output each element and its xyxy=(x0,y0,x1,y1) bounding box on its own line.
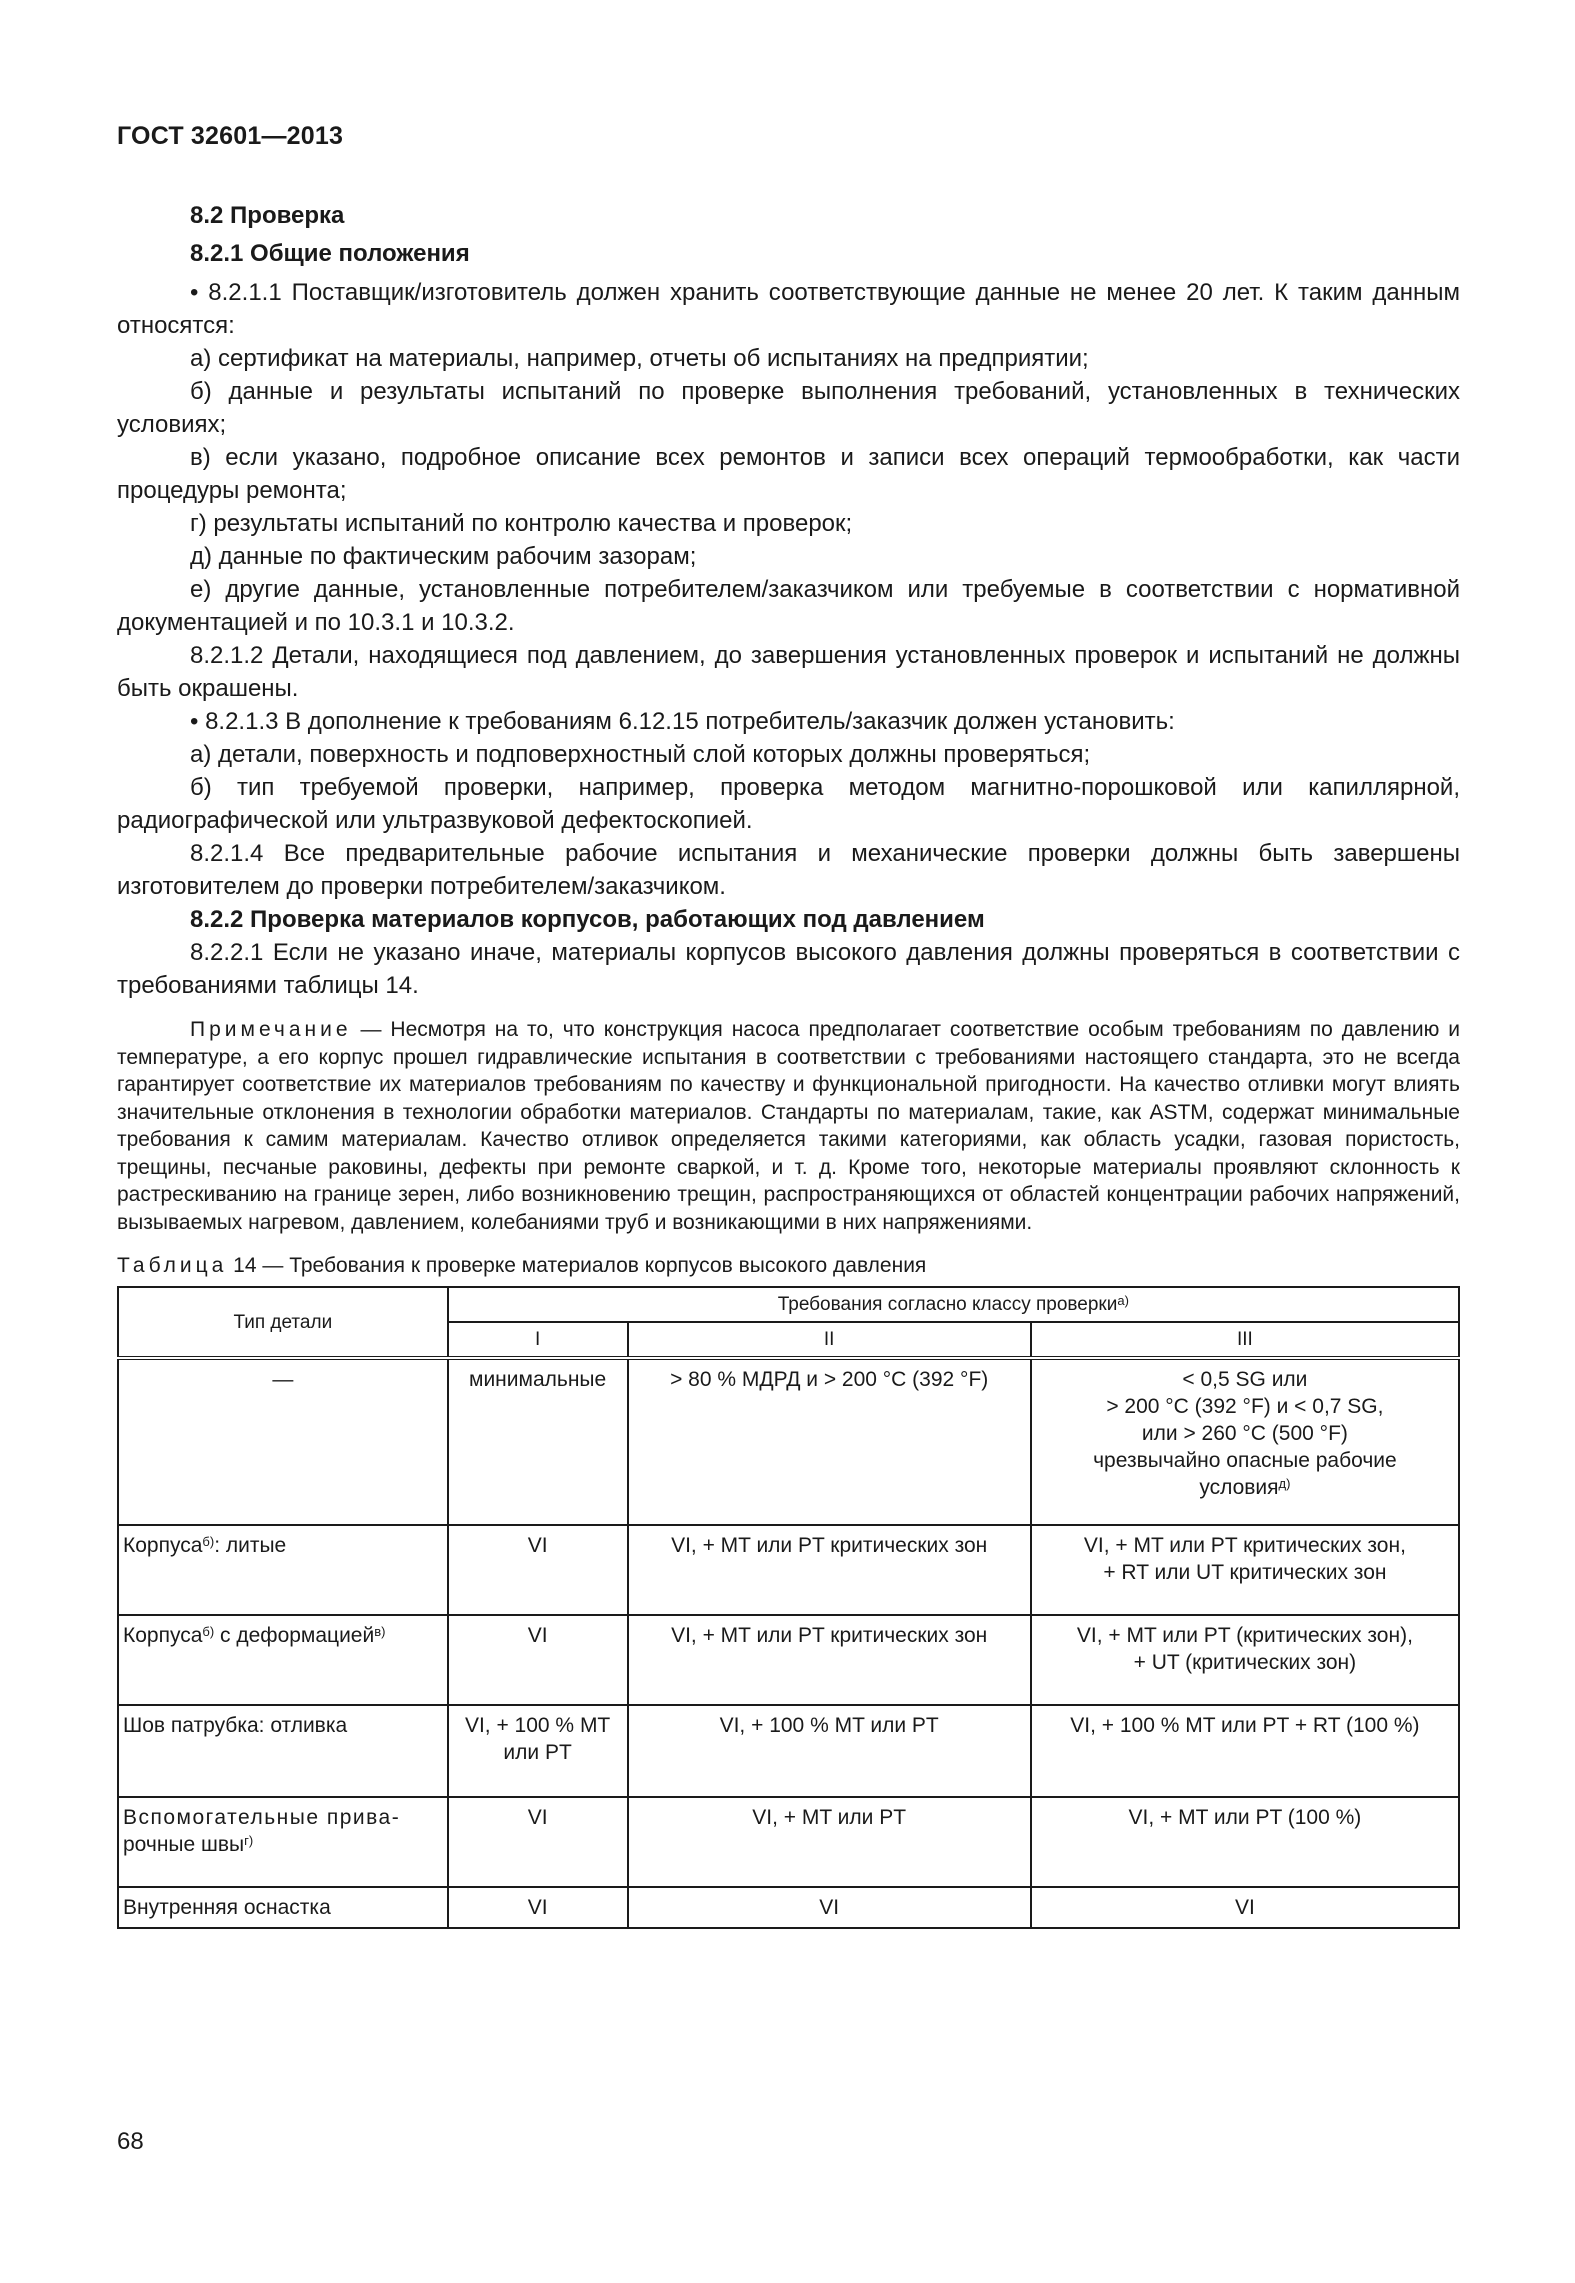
table-cell: VI, + 100 % MT или PT + RT (100 %) xyxy=(1031,1705,1459,1797)
paragraph-8-2-1-1: • 8.2.1.1 Поставщик/изготовитель должен хранить соответствующие данные не менее 20 лет. К таким данным относятся: xyxy=(117,279,1460,339)
cell-line: VI, + MT или PT (критических зон), xyxy=(1076,1624,1413,1647)
table-cell: минимальные xyxy=(448,1358,628,1525)
table-cell: VI xyxy=(448,1887,628,1928)
cell-line: > 200 °C (392 °F) и < 0,7 SG, xyxy=(1106,1395,1384,1418)
page-number: 68 xyxy=(117,2128,144,2155)
table-cell xyxy=(118,1797,448,1887)
cell-line: или PT xyxy=(503,1741,572,1764)
footnote-marker: в) xyxy=(374,1624,386,1639)
list-item: г) результаты испытаний по контролю качества и проверок; xyxy=(190,510,853,537)
table-cell: VI, + MT или PT xyxy=(628,1797,1031,1887)
list-item: д) данные по фактическим рабочим зазорам; xyxy=(190,543,697,570)
paragraph-8-2-2-1: 8.2.2.1 Если не указано иначе, материалы корпусов высокого давления должны проверяться в соответствии с требованиями таблицы 14. xyxy=(117,939,1460,999)
list-item: е) другие данные, установленные потребителем/заказчиком или требуемые в соответствии с нормативной документацией и по 10.3.1 и 10.3.2. xyxy=(117,576,1460,636)
header-class-3: III xyxy=(1031,1322,1459,1358)
table-cell: VI, + MT или PT критических зон xyxy=(628,1615,1031,1705)
note-paragraph xyxy=(117,1016,1460,1236)
table-cell xyxy=(118,1525,448,1615)
table-cell: VI xyxy=(448,1525,628,1615)
table-row xyxy=(118,1358,1459,1525)
cell-line: VI, + 100 % MT xyxy=(464,1714,611,1737)
table-row xyxy=(118,1615,1459,1705)
cell-line xyxy=(1036,1474,1454,1501)
cell-text: Корпуса xyxy=(123,1534,203,1557)
table-cell: > 80 % МДРД и > 200 °C (392 °F) xyxy=(628,1358,1031,1525)
footnote-marker: б) xyxy=(202,1534,215,1549)
table-cell: VI xyxy=(628,1887,1031,1928)
table-row xyxy=(118,1705,1459,1797)
table-cell: VI, + MT или PT (100 %) xyxy=(1031,1797,1459,1887)
table-header-row xyxy=(118,1287,1459,1322)
list-item: в) если указано, подробное описание всех ремонтов и записи всех операций термообработки, как части процедуры ремонта; xyxy=(117,444,1460,504)
header-requirements-text: Требования согласно классу проверки xyxy=(777,1294,1118,1315)
list-item: б) данные и результаты испытаний по проверке выполнения требований, установленных в технических условиях; xyxy=(117,378,1460,438)
document-code-header: ГОСТ 32601—2013 xyxy=(117,122,344,150)
footnote-marker: д) xyxy=(1278,1476,1291,1491)
table-cell: VI xyxy=(448,1797,628,1887)
table-cell xyxy=(1031,1525,1459,1615)
table-cell xyxy=(1031,1358,1459,1525)
cell-line xyxy=(123,1831,443,1858)
list-item: а) сертификат на материалы, например, отчеты об испытаниях на предприятии; xyxy=(190,345,1089,372)
cell-text: Корпуса xyxy=(123,1624,203,1647)
cell-text: : литые xyxy=(214,1534,287,1557)
cell-text: условия xyxy=(1199,1476,1279,1499)
cell-line: чрезвычайно опасные рабочие xyxy=(1093,1449,1397,1472)
header-part-type: Тип детали xyxy=(118,1287,448,1358)
table-cell: VI, + 100 % MT или PT xyxy=(628,1705,1031,1797)
cell-line: + RT или UT критических зон xyxy=(1103,1561,1387,1584)
cell-line: < 0,5 SG или xyxy=(1182,1368,1308,1391)
section-heading-8-2-2: 8.2.2 Проверка материалов корпусов, работающих под давлением xyxy=(190,906,985,933)
table-cell xyxy=(1031,1615,1459,1705)
footnote-marker: б) xyxy=(202,1624,215,1639)
cell-line: или > 260 °C (500 °F) xyxy=(1141,1422,1348,1445)
table-row xyxy=(118,1525,1459,1615)
footnote-marker: а) xyxy=(1117,1293,1129,1308)
cell-text: с деформацией xyxy=(214,1624,375,1647)
page-content xyxy=(117,197,1460,1929)
table-cell xyxy=(448,1705,628,1797)
paragraph-8-2-1-3: • 8.2.1.3 В дополнение к требованиям 6.12.15 потребитель/заказчик должен установить: xyxy=(190,708,1175,735)
list-item: б) тип требуемой проверки, например, проверка методом магнитно-порошковой или капиллярной, радиографической или ультразвуковой дефектоскопией. xyxy=(117,774,1460,834)
paragraph-8-2-1-2: 8.2.1.2 Детали, находящиеся под давлением, до завершения установленных проверок и испытаний не должны быть окрашены. xyxy=(117,642,1460,702)
table-cell: VI, + MT или PT критических зон xyxy=(628,1525,1031,1615)
inspection-requirements-table xyxy=(117,1286,1460,1929)
note-label: Примечание xyxy=(190,1018,352,1041)
header-class-1: I xyxy=(448,1322,628,1358)
cell-line: VI, + MT или PT критических зон, xyxy=(1083,1534,1406,1557)
note-text: — Несмотря на то, что конструкция насоса предполагает соответствие особым требованиям по давлению и температуре, а его корпус прошел гидравлические испытания в соответствии с требованиями настоящего стандарта, это не всегда гарантирует соответствие их материалов требованиям по качеству и функциональной пригодности. На качество отливки могут влиять значительные отклонения в технологии обработки материалов. Стандарты по материалам, такие, как ASTM, содержат минимальные требования к самим материалам. Качество отливок определяется такими категориями, как область усадки, газовая пористость, трещины, песчаные раковины, дефекты при ремонте сваркой, и т. д. Кроме того, некоторые материалы проявляют склонность к растрескиванию на границе зерен, либо возникновению трещин, распространяющихся от областей концентрации рабочих напряжений, вызываемых нагревом, давлением, колебаниями труб и возникающими в них напряжениями. xyxy=(117,1018,1460,1234)
cell-line: Вспомогательные прива- xyxy=(123,1806,401,1829)
table-cell xyxy=(118,1615,448,1705)
table-cell: Шов патрубка: отливка xyxy=(118,1705,448,1797)
table-row xyxy=(118,1797,1459,1887)
footnote-marker: г) xyxy=(244,1833,254,1848)
header-requirements xyxy=(448,1287,1459,1322)
header-class-2: II xyxy=(628,1322,1031,1358)
section-heading-8-2-1: 8.2.1 Общие положения xyxy=(190,240,470,267)
table-caption xyxy=(117,1252,1460,1280)
table-cell: — xyxy=(118,1358,448,1525)
section-heading-8-2: 8.2 Проверка xyxy=(190,202,345,229)
list-item: а) детали, поверхность и подповерхностный слой которых должны проверяться; xyxy=(190,741,1091,768)
table-cell: Внутренняя оснастка xyxy=(118,1887,448,1928)
table-cell: VI xyxy=(448,1615,628,1705)
table-row xyxy=(118,1887,1459,1928)
cell-line: + UT (критических зон) xyxy=(1133,1651,1357,1674)
table-caption-label: Таблица xyxy=(117,1254,228,1277)
table-cell: VI xyxy=(1031,1887,1459,1928)
table-caption-text: 14 — Требования к проверке материалов корпусов высокого давления xyxy=(227,1254,927,1277)
paragraph-8-2-1-4: 8.2.1.4 Все предварительные рабочие испытания и механические проверки должны быть завершены изготовителем до проверки потребителем/заказчиком. xyxy=(117,840,1460,900)
cell-text: рочные швы xyxy=(123,1833,245,1856)
